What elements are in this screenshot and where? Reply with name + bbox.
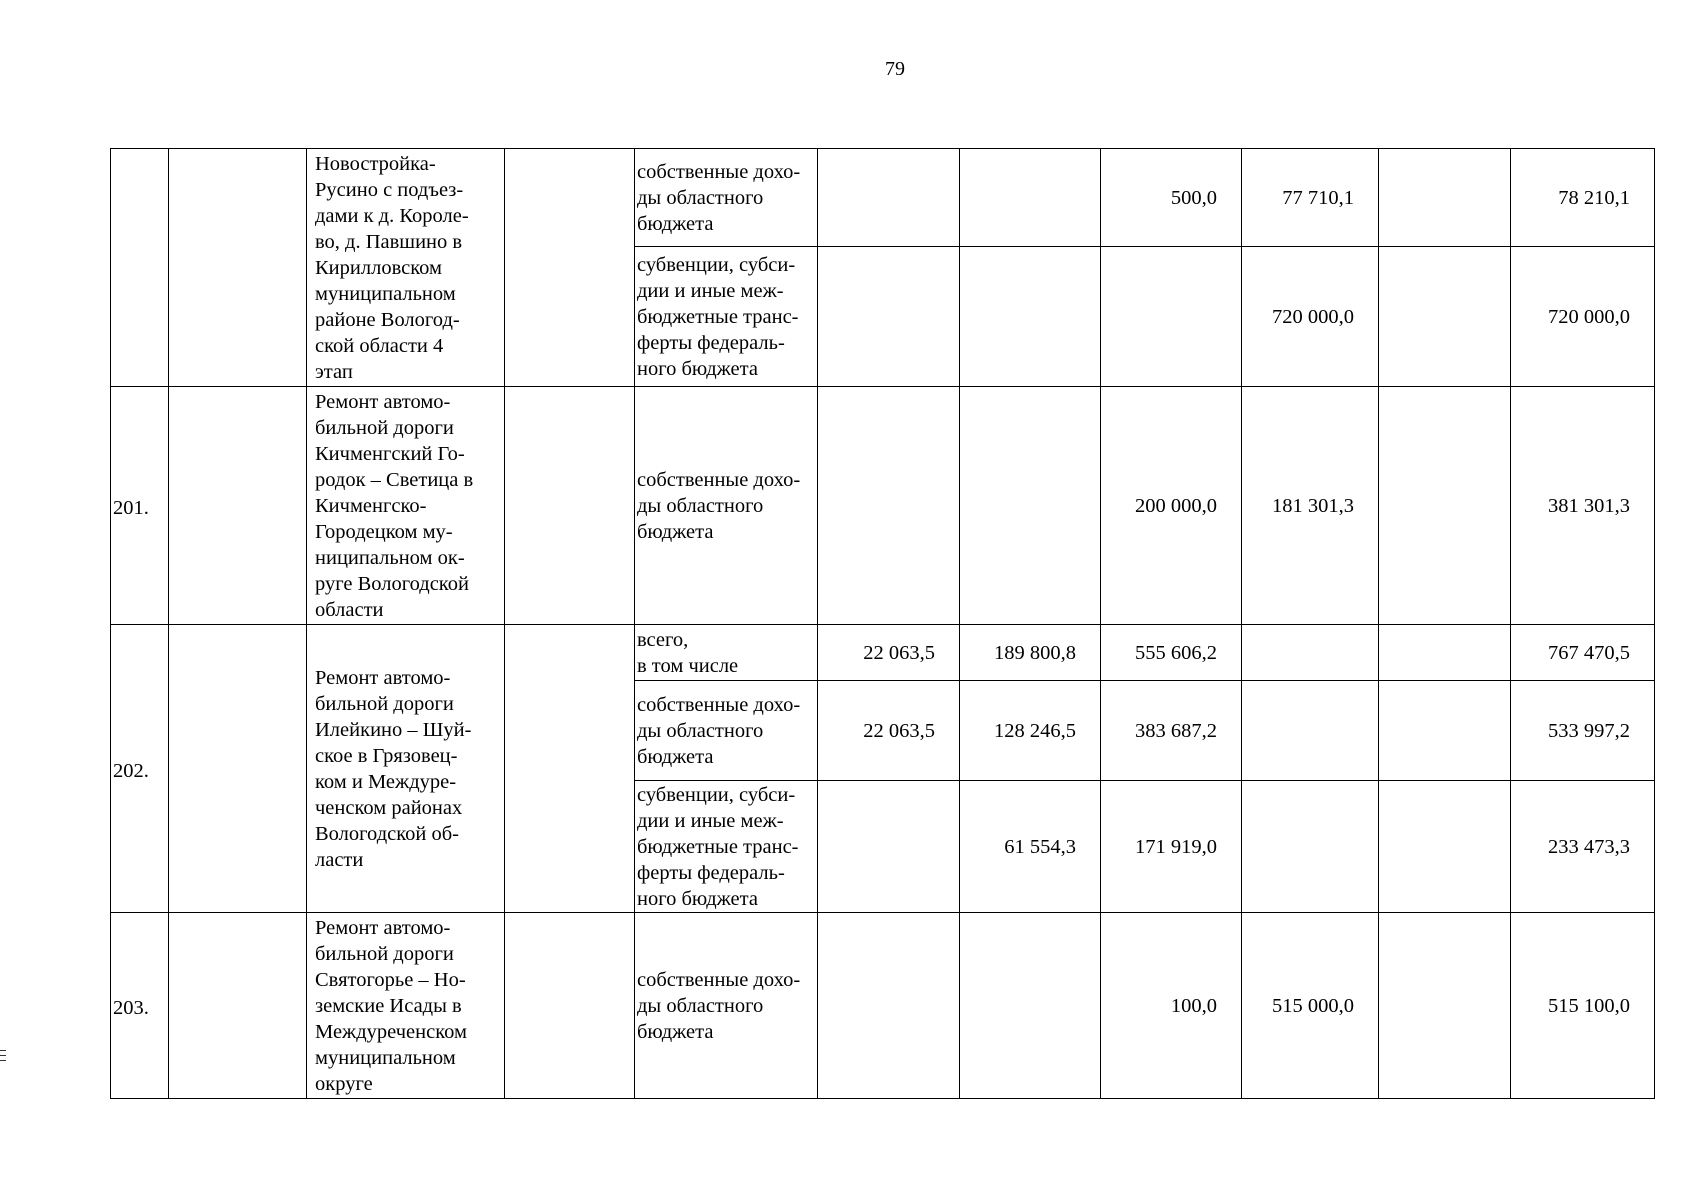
row-number-cell — [111, 149, 169, 387]
table-row — [111, 387, 1655, 625]
name-line: Святогорье – Но- — [315, 968, 466, 991]
total-cell: 515 100,0 — [1511, 913, 1655, 1099]
object-name-cell — [307, 387, 505, 625]
object-name-cell — [307, 149, 505, 387]
value-cell: 720 000,0 — [1242, 247, 1379, 387]
source-line: субвенции, субси- — [637, 253, 796, 276]
funding-source-cell — [635, 387, 818, 625]
source-line: бюджета — [637, 520, 714, 543]
name-line: Кичменгско- — [315, 494, 427, 517]
value-cell: 555 606,2 — [1101, 625, 1242, 681]
source-line: в том числе — [637, 654, 739, 677]
name-line: ласти — [315, 848, 364, 871]
value-cell — [818, 149, 960, 247]
value-cell — [1379, 681, 1511, 781]
source-line: бюджетные транс- — [637, 835, 799, 858]
name-line: бильной дороги — [315, 416, 454, 439]
table-row — [111, 149, 1655, 247]
value-cell — [1379, 625, 1511, 681]
source-line: ного бюджета — [637, 357, 758, 380]
source-line: бюджета — [637, 1020, 714, 1043]
name-line: ченском районах — [315, 796, 463, 819]
empty-cell — [505, 625, 635, 913]
total-cell: 78 210,1 — [1511, 149, 1655, 247]
name-line: родок – Светица в — [315, 468, 474, 491]
name-line: Кирилловском — [315, 256, 442, 279]
source-line: собственные дохо- — [637, 468, 801, 491]
table-row — [111, 625, 1655, 681]
source-line: бюджета — [637, 745, 714, 768]
row-number-cell: 202. — [111, 625, 169, 913]
source-line: ды областного — [637, 719, 764, 742]
value-cell — [1379, 913, 1511, 1099]
source-line: собственные дохо- — [637, 968, 801, 991]
empty-cell — [505, 387, 635, 625]
page-number: 79 — [885, 58, 905, 80]
value-cell — [960, 387, 1101, 625]
name-line: этап — [315, 360, 353, 383]
name-line: Ремонт автомо- — [315, 666, 451, 689]
empty-cell — [169, 149, 307, 387]
value-cell — [1379, 247, 1511, 387]
total-cell: 767 470,5 — [1511, 625, 1655, 681]
name-line: во, д. Павшино в — [315, 230, 463, 253]
row-number-cell: 203. — [111, 913, 169, 1099]
value-cell: 100,0 — [1101, 913, 1242, 1099]
source-line: ферты федераль- — [637, 331, 785, 354]
name-line: Новостройка- — [315, 152, 436, 175]
funding-source-cell — [635, 681, 818, 781]
value-cell: 515 000,0 — [1242, 913, 1379, 1099]
name-line: Вологодской об- — [315, 822, 459, 845]
value-cell — [818, 247, 960, 387]
value-cell — [1379, 387, 1511, 625]
name-line: бильной дороги — [315, 692, 454, 715]
source-line: субвенции, субси- — [637, 783, 796, 806]
source-line: всего, — [637, 628, 689, 651]
value-cell — [1379, 781, 1511, 913]
value-cell — [1379, 149, 1511, 247]
name-line: ниципальном ок- — [315, 546, 465, 569]
source-line: ды областного — [637, 186, 764, 209]
source-line: бюджетные транс- — [637, 305, 799, 328]
empty-cell — [169, 625, 307, 913]
value-cell — [1242, 681, 1379, 781]
source-line: ферты федераль- — [637, 861, 785, 884]
table-row — [111, 913, 1655, 1099]
total-cell: 533 997,2 — [1511, 681, 1655, 781]
source-line: бюджета — [637, 212, 714, 235]
name-line: руге Вологодской — [315, 572, 469, 595]
name-line: Ремонт автомо- — [315, 916, 451, 939]
name-line: области — [315, 598, 384, 621]
source-line: собственные дохо- — [637, 160, 801, 183]
name-line: ское в Грязовец- — [315, 744, 458, 767]
value-cell — [818, 913, 960, 1099]
funding-source-cell — [635, 913, 818, 1099]
object-name-cell — [307, 913, 505, 1099]
empty-cell — [169, 913, 307, 1099]
source-line: собственные дохо- — [637, 693, 801, 716]
value-cell: 200 000,0 — [1101, 387, 1242, 625]
value-cell — [1242, 625, 1379, 681]
value-cell: 22 063,5 — [818, 681, 960, 781]
funding-source-cell — [635, 247, 818, 387]
name-line: муниципальном — [315, 1046, 456, 1069]
total-cell: 381 301,3 — [1511, 387, 1655, 625]
source-line: дии и иные меж- — [637, 809, 784, 832]
value-cell — [1242, 781, 1379, 913]
name-line: муниципальном — [315, 282, 456, 305]
name-line: Илейкино – Шуй- — [315, 718, 472, 741]
name-line: Междуреченском — [315, 1020, 467, 1043]
budget-table — [110, 148, 1655, 1099]
scan-margin-marks — [0, 1050, 6, 1065]
total-cell: 720 000,0 — [1511, 247, 1655, 387]
empty-cell — [169, 387, 307, 625]
funding-source-cell — [635, 781, 818, 913]
funding-source-cell — [635, 149, 818, 247]
object-name-cell — [307, 625, 505, 913]
total-cell: 233 473,3 — [1511, 781, 1655, 913]
value-cell — [960, 913, 1101, 1099]
name-line: бильной дороги — [315, 942, 454, 965]
value-cell: 189 800,8 — [960, 625, 1101, 681]
funding-source-cell — [635, 625, 818, 681]
empty-cell — [505, 913, 635, 1099]
value-cell: 181 301,3 — [1242, 387, 1379, 625]
value-cell — [1101, 247, 1242, 387]
name-line: Русино с подъез- — [315, 178, 464, 201]
value-cell: 128 246,5 — [960, 681, 1101, 781]
name-line: ком и Междуре- — [315, 770, 457, 793]
value-cell: 22 063,5 — [818, 625, 960, 681]
name-line: Ремонт автомо- — [315, 390, 451, 413]
value-cell: 77 710,1 — [1242, 149, 1379, 247]
name-line: ской области 4 — [315, 334, 444, 357]
empty-cell — [505, 149, 635, 387]
name-line: округе — [315, 1072, 373, 1095]
value-cell: 500,0 — [1101, 149, 1242, 247]
name-line: районе Вологод- — [315, 308, 460, 331]
source-line: ды областного — [637, 494, 764, 517]
name-line: земские Исады в — [315, 994, 462, 1017]
source-line: ды областного — [637, 994, 764, 1017]
value-cell — [818, 781, 960, 913]
source-line: дии и иные меж- — [637, 279, 784, 302]
source-line: ного бюджета — [637, 887, 758, 910]
value-cell — [960, 149, 1101, 247]
value-cell — [818, 387, 960, 625]
row-number-cell: 201. — [111, 387, 169, 625]
value-cell: 61 554,3 — [960, 781, 1101, 913]
value-cell — [960, 247, 1101, 387]
value-cell: 171 919,0 — [1101, 781, 1242, 913]
name-line: дами к д. Короле- — [315, 204, 469, 227]
value-cell: 383 687,2 — [1101, 681, 1242, 781]
name-line: Кичменгский Го- — [315, 442, 465, 465]
name-line: Городецком му- — [315, 520, 453, 543]
